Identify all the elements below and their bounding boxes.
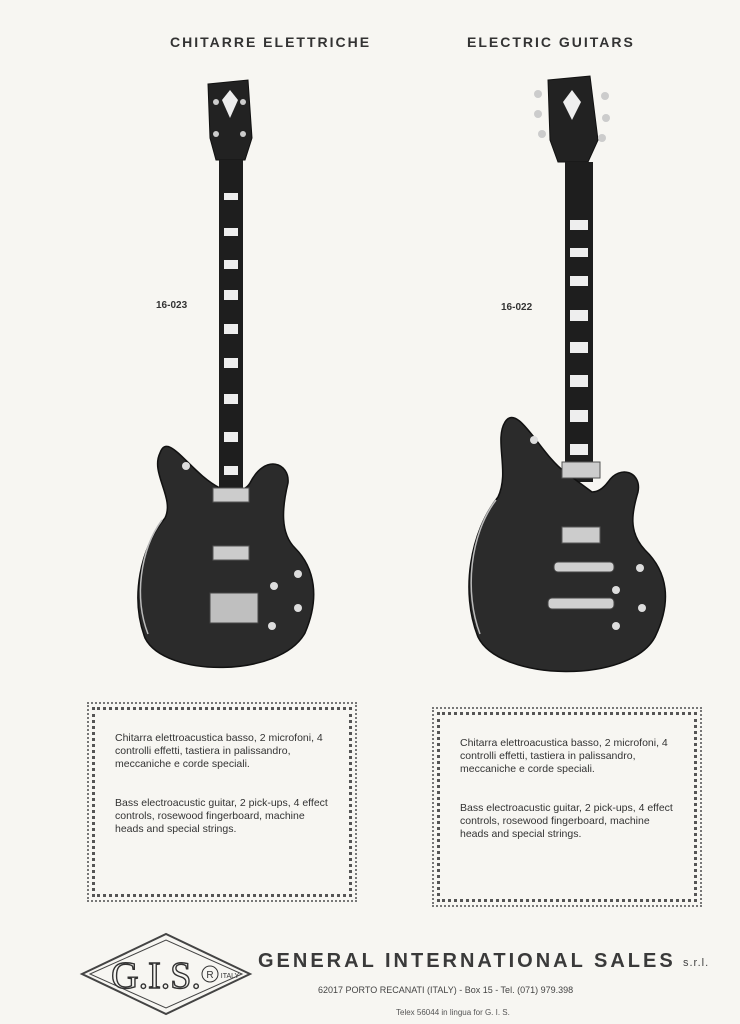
model-number-left: 16-023 xyxy=(156,300,188,311)
description-english-right: Bass electroacustic guitar, 2 pick-ups, 4 effect controls, rosewood fingerboard, machine heads and special strings. xyxy=(460,802,673,840)
heading-italian: CHITARRE ELETTRICHE xyxy=(170,34,372,50)
description-box-right xyxy=(437,712,697,902)
logo-country: ITALY xyxy=(220,973,240,980)
company-address: 62017 PORTO RECANATI (ITALY) - Box 15 - Tel. (071) 979.398 xyxy=(318,985,574,995)
description-box-left xyxy=(92,707,352,897)
model-number-right: 16-022 xyxy=(501,302,533,313)
company-suffix: s.r.l. xyxy=(683,957,710,969)
company-name: GENERAL INTERNATIONAL SALES xyxy=(258,950,676,972)
electric-guitar-image xyxy=(450,72,680,692)
gis-logo xyxy=(78,930,254,1018)
heading-english: ELECTRIC GUITARS xyxy=(467,34,635,50)
description-english-left: Bass electroacustic guitar, 2 pick-ups, 4 effect controls, rosewood fingerboard, machine heads and special strings. xyxy=(115,797,328,835)
logo-registered-mark: R xyxy=(206,970,214,981)
logo-lettering: G.I.S. xyxy=(111,955,201,997)
company-telex: Telex 56044 in lingua for G. I. S. xyxy=(396,1008,510,1017)
description-italian-right: Chitarra elettroacustica basso, 2 microfoni, 4 controlli effetti, tastiera in palissandro, meccaniche e corde speciali. xyxy=(460,737,668,775)
description-italian-left: Chitarra elettroacustica basso, 2 microfoni, 4 controlli effetti, tastiera in palissandro, meccaniche e corde speciali. xyxy=(115,732,323,770)
bass-guitar-image xyxy=(120,78,330,678)
